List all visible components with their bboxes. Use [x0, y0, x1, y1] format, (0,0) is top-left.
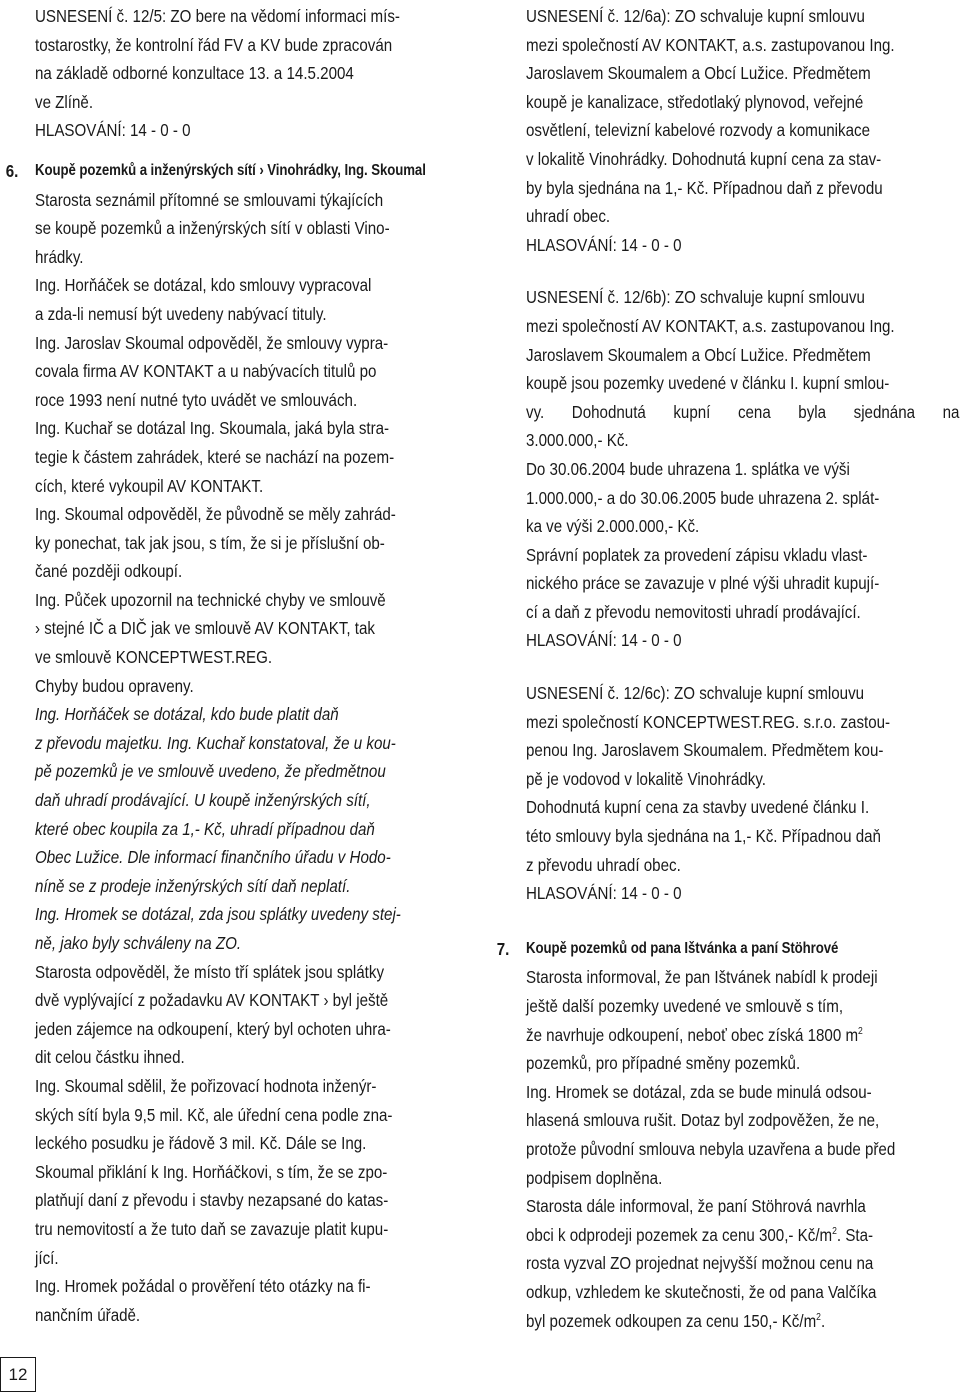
resolution-12-5 [35, 2, 468, 145]
text-line: Správní poplatek za provedení zápisu vkladu vlast- [526, 544, 868, 565]
text-line: ských sítí byla 9,5 mil. Kč, ale úřední cena podle zna- [35, 1104, 393, 1125]
text-line: ka ve výši 2.000.000,- Kč. [526, 516, 700, 537]
text-line: Ing. Hromek se dotázal, zda se bude minulá odsou- [526, 1081, 872, 1102]
text-line: Starosta dále informoval, že paní Stöhrová navrhla [526, 1196, 866, 1217]
text-line: mezi společností KONCEPTWEST.REG. s.r.o. zastou- [526, 711, 891, 732]
text-line: Ing. Horňáček se dotázal, kdo smlouvy vypracoval [35, 275, 372, 296]
text-line: ve Zlíně. [35, 91, 94, 112]
text-segment: že navrhuje odkoupení, neboť obec získá 1800 m [526, 1024, 859, 1045]
text-line: této smlouvy byla sjednána na 1,- Kč. Případnou daň [526, 826, 881, 847]
text-line: na základě odborné konzultace 13. a 14.5.2004 [35, 63, 354, 84]
page-number [0, 1357, 36, 1392]
text-line: koupě je kanalizace, středotlaký plynovod, veřejné [526, 91, 864, 112]
text-line: protože původní smlouva nebyla uzavřena a bude před [526, 1138, 896, 1159]
text-line: rosta vyzval ZO projednat nejvyšší možnou cenu na [526, 1253, 874, 1274]
text-line: pě pozemků je ve smlouvě uvedeno, že předmětnou [35, 761, 386, 782]
text-line: které obec koupila za 1,- Kč, uhradí případnou daň [35, 818, 375, 839]
superscript: 2 [832, 1225, 837, 1237]
text-line: Skoumal přiklání k Ing. Horňáčkovi, s tím, že se zpo- [35, 1161, 388, 1182]
text-line: ve smlouvě KONCEPTWEST.REG. [35, 647, 273, 668]
text-line: pě je vodovod v lokalitě Vinohrádky. [526, 768, 767, 789]
text-line: 1.000.000,- a do 30.06.2005 bude uhrazena 2. splát- [526, 487, 880, 508]
text-line: Ing. Kuchař se dotázal Ing. Skoumala, jaká byla stra- [35, 418, 390, 439]
left-column [5, 2, 468, 1329]
section-7-body [526, 963, 959, 1335]
text-line: cích, které vykoupil AV KONTAKT. [35, 475, 264, 496]
text-line: tostarostky, že kontrolní řád FV a KV bude zpracován [35, 34, 393, 55]
text-line: Dohodnutá kupní cena za stavby uvedené článku I. [526, 797, 870, 818]
text-line: hrádky. [35, 246, 84, 267]
text-line: platňují daní z převodu i stavby nezapsané do katas- [35, 1190, 389, 1211]
text-line-area [526, 1021, 959, 1050]
text-line: 3.000.000,- Kč. [526, 430, 629, 451]
right-column [496, 2, 960, 1335]
section-7-heading [496, 935, 959, 964]
text-line: Ing. Skoumal sdělil, že pořizovací hodnota inženýr- [35, 1075, 377, 1096]
text-line: Starosta odpověděl, že místo tří splátek jsou splátky [35, 961, 385, 982]
text-line: Ing. Skoumal odpověděl, že původně se měly zahrád- [35, 504, 396, 525]
text-line: cí a daň z převodu nemovitosti uhradí prodávající. [526, 601, 861, 622]
superscript: 2 [816, 1311, 821, 1323]
text-segment: . Sta- [836, 1224, 874, 1245]
text-line: koupě jsou pozemky uvedené v článku I. kupní smlou- [526, 373, 890, 394]
text-line: osvětlení, televizní kabelové rozvody a komunikace [526, 120, 870, 141]
resolution-12-6c [526, 679, 959, 908]
text-line: Do 30.06.2004 bude uhrazena 1. splátka ve výši [526, 458, 850, 479]
text-line: dvě vyplývající z požadavku AV KONTAKT › byl ještě [35, 990, 389, 1011]
text-line: pozemků, pro případné směny pozemků. [526, 1053, 801, 1074]
text-segment: obci k odprodeji pozemek za cenu 300,- Kč/m [526, 1224, 833, 1245]
text-line: nančním úřadě. [35, 1304, 141, 1325]
text-line: Ing. Jaroslav Skoumal odpověděl, že smlouvy vypra- [35, 332, 389, 353]
section-number: 6. [5, 160, 19, 181]
text-line: vy. Dohodnutá kupní cena byla sjednána na [526, 401, 960, 422]
text-line-price [526, 1307, 959, 1336]
text-line: USNESENÍ č. 12/5: ZO bere na vědomí informaci mís- [35, 6, 400, 26]
text-line: Starosta informoval, že pan Ištvánek nabídl k prodeji [526, 967, 878, 988]
text-line: mezi společností AV KONTAKT, a.s. zastupovanou Ing. [526, 34, 895, 55]
text-line: čané později odkoupí. [35, 561, 183, 582]
text-line: penou Ing. Jaroslavem Skoumalem. Předmětem kou- [526, 740, 884, 761]
text-line: USNESENÍ č. 12/6c): ZO schvaluje kupní smlouvu [526, 683, 865, 704]
text-line: ještě další pozemky uvedené ve smlouvě s tím, [526, 996, 844, 1016]
text-line: dit celou částku ihned. [35, 1047, 185, 1068]
text-line: v lokalitě Vinohrádky. Dohodnutá kupní cena za stav- [526, 148, 882, 169]
text-line: ně, jako byly schváleny na ZO. [35, 933, 242, 953]
text-line: Ing. Půček upozornil na technické chyby ve smlouvě [35, 589, 386, 610]
text-line: › stejné IČ a DIČ jak ve smlouvě AV KONTAKT, tak [35, 618, 375, 639]
section-6-tail [35, 958, 468, 1330]
text-line: mezi společností AV KONTAKT, a.s. zastupovanou Ing. [526, 315, 895, 336]
vote-result: HLASOVÁNÍ: 14 - 0 - 0 [526, 883, 682, 904]
text-line: jící. [35, 1247, 59, 1268]
text-line: covala firma AV KONTAKT a u nabývacích titulů po [35, 361, 377, 382]
text-line: leckého posudku je řádově 3 mil. Kč. Dále se Ing. [35, 1133, 367, 1154]
text-line: Jaroslavem Skoumalem a Obcí Lužice. Předmětem [526, 344, 871, 365]
resolution-12-6a [526, 2, 959, 259]
section-title: Koupě pozemků od pana Ištvánka a paní Stöhrové [526, 939, 839, 957]
text-line: USNESENÍ č. 12/6b): ZO schvaluje kupní smlouvu [526, 287, 865, 308]
text-line: podpisem doplněna. [526, 1167, 663, 1188]
text-line: Starosta seznámil přítomné se smlouvami týkajících [35, 189, 384, 210]
vote-result: HLASOVÁNÍ: 14 - 0 - 0 [526, 630, 682, 651]
text-line: USNESENÍ č. 12/6a): ZO schvaluje kupní smlouvu [526, 6, 865, 26]
resolution-12-6b [526, 283, 959, 655]
text-line: Ing. Hromek požádal o prověření této otázky na fi- [35, 1276, 371, 1297]
text-line: hlasená smlouva rušit. Dotaz byl zodpověžen, že ne, [526, 1110, 880, 1131]
section-title: Koupě pozemků a inženýrských sítí › Vinohrádky, Ing. Skoumal [35, 161, 426, 179]
section-number: 7. [496, 938, 510, 959]
text-line: tru nemovitostí a že tuto daň se zavazuje platit kupu- [35, 1218, 389, 1239]
section-6-body [35, 186, 468, 701]
text-line: odkup, vzhledem ke skutečnosti, že od pana Valčíka [526, 1281, 877, 1302]
text-line: by byla sjednána na 1,- Kč. Případnou daň z převodu [526, 177, 883, 198]
superscript: 2 [858, 1025, 863, 1037]
vote-result: HLASOVÁNÍ: 14 - 0 - 0 [526, 234, 682, 255]
text-line: ky ponechat, tak jak jsou, s tím, že si je příslušní ob- [35, 532, 385, 553]
text-line: a zda-li nemusí být uvedeny nabývací tituly. [35, 303, 327, 324]
text-segment: byl pozemek odkoupen za cenu 150,- Kč/m [526, 1310, 817, 1331]
text-line: jeden zájemce na odkoupení, který byl ochoten uhra- [35, 1018, 391, 1039]
section-6-heading [5, 157, 468, 186]
page-number-text: 12 [8, 1364, 28, 1384]
text-line: z převodu uhradí obec. [526, 854, 681, 875]
text-line: se koupě pozemků a inženýrských sítí v oblasti Vino- [35, 218, 390, 239]
text-line: roce 1993 není nutné tyto uvádět ve smlouvách. [35, 389, 358, 410]
text-segment: . [820, 1310, 826, 1331]
text-line: Ing. Hromek se dotázal, zda jsou splátky uvedeny stej- [35, 904, 401, 925]
text-line: Ing. Horňáček se dotázal, kdo bude platit daň [35, 704, 339, 725]
text-line: uhradí obec. [526, 206, 611, 227]
text-line: daň uhradí prodávající. U koupě inženýrských sítí, [35, 790, 371, 811]
text-line: Jaroslavem Skoumalem a Obcí Lužice. Předmětem [526, 63, 871, 84]
text-line: z převodu majetku. Ing. Kuchař konstatoval, že u kou- [35, 732, 396, 753]
text-line: nického práce se zavazuje v plné výši uhradit kupují- [526, 573, 880, 594]
text-line: Obec Lužice. Dle informací finančního úřadu v Hodo- [35, 847, 391, 868]
text-line: tegie k částem zahrádek, které se nachází na pozem- [35, 446, 395, 467]
vote-result: HLASOVÁNÍ: 14 - 0 - 0 [35, 120, 191, 141]
text-line-price [526, 1221, 959, 1250]
italic-passage [35, 700, 468, 957]
text-line: níně se z prodeje inženýrských sítí daň neplatí. [35, 875, 351, 896]
text-line: Chyby budou opraveny. [35, 675, 194, 696]
